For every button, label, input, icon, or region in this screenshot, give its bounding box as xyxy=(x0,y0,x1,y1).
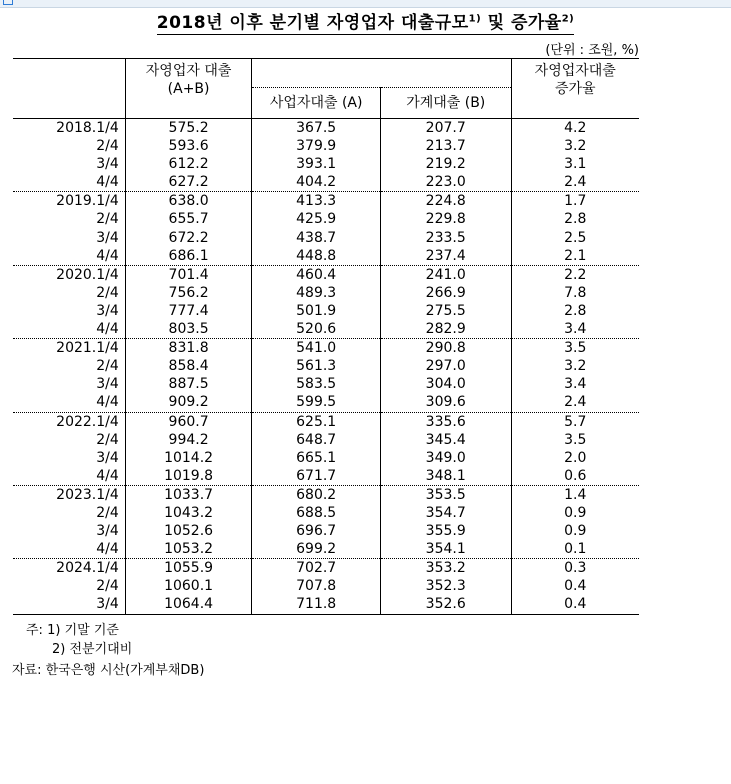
cell-household: 352.6 xyxy=(380,595,511,614)
cell-business: 541.0 xyxy=(252,339,381,358)
source-note: 자료: 한국은행 시산(가계부채DB) xyxy=(12,663,205,678)
table-row xyxy=(13,210,639,228)
cell-rate: 3.5 xyxy=(511,431,639,449)
cell-household: 282.9 xyxy=(380,320,511,339)
cell-household: 353.2 xyxy=(380,559,511,578)
cell-total: 1014.2 xyxy=(125,449,252,467)
cell-rate: 4.2 xyxy=(511,119,639,138)
table-row xyxy=(13,577,639,595)
cell-period: 2/4 xyxy=(96,138,119,155)
table-row xyxy=(13,485,639,504)
table-row xyxy=(13,595,639,614)
cell-business: 404.2 xyxy=(252,173,381,192)
cell-period: 3/4 xyxy=(96,156,119,173)
table-row xyxy=(13,155,639,173)
title-footnote-2: 2) xyxy=(561,13,575,25)
cell-rate: 2.2 xyxy=(511,265,639,284)
top-toolbar-strip xyxy=(0,0,731,8)
cell-business: 671.7 xyxy=(252,467,381,486)
cell-period: 2023.1/4 xyxy=(13,485,125,504)
cell-household: 241.0 xyxy=(380,265,511,284)
cell-household: 353.5 xyxy=(380,485,511,504)
table-row xyxy=(13,192,639,211)
cell-household: 233.5 xyxy=(380,229,511,247)
table-row xyxy=(13,173,639,192)
cell-period: 2/4 xyxy=(96,284,119,301)
footnote-label: 주: xyxy=(26,623,43,638)
cell-period: 2024.1/4 xyxy=(13,559,125,578)
cell-rate: 1.4 xyxy=(511,485,639,504)
header-total-line2: (A+B) xyxy=(167,81,210,97)
footnote-2: 2) 전분기대비 xyxy=(52,642,133,657)
header-total-line1: 자영업자 대출 xyxy=(145,63,232,79)
header-rate xyxy=(511,59,639,119)
cell-rate: 0.6 xyxy=(511,467,639,486)
cell-rate: 0.4 xyxy=(511,577,639,595)
cell-household: 275.5 xyxy=(380,302,511,320)
cell-rate: 1.7 xyxy=(511,192,639,211)
cell-total: 638.0 xyxy=(125,192,252,211)
cell-rate: 2.0 xyxy=(511,449,639,467)
cell-total: 612.2 xyxy=(125,155,252,173)
cell-household: 304.0 xyxy=(380,375,511,393)
cell-rate: 2.1 xyxy=(511,247,639,266)
table-row xyxy=(13,265,639,284)
table-row xyxy=(13,229,639,247)
cell-business: 438.7 xyxy=(252,229,381,247)
table-row xyxy=(13,137,639,155)
cell-household: 345.4 xyxy=(380,431,511,449)
table-row xyxy=(13,320,639,339)
cell-period: 4/4 xyxy=(96,541,119,558)
cell-household: 223.0 xyxy=(380,173,511,192)
cell-rate: 2.4 xyxy=(511,393,639,412)
cell-total: 1019.8 xyxy=(125,467,252,486)
table-row xyxy=(13,247,639,266)
cell-total: 756.2 xyxy=(125,284,252,302)
cell-business: 688.5 xyxy=(252,504,381,522)
table-row xyxy=(13,449,639,467)
header-rate-line1: 자영업자대출 xyxy=(534,63,616,79)
cell-period: 4/4 xyxy=(96,321,119,338)
cell-total: 831.8 xyxy=(125,339,252,358)
cell-total: 575.2 xyxy=(125,119,252,138)
cell-rate: 0.4 xyxy=(511,595,639,614)
cell-business: 583.5 xyxy=(252,375,381,393)
header-group-spacer xyxy=(252,59,381,88)
cell-total: 672.2 xyxy=(125,229,252,247)
cell-business: 425.9 xyxy=(252,210,381,228)
cell-period: 2/4 xyxy=(96,504,119,521)
cell-business: 413.3 xyxy=(252,192,381,211)
cell-household: 229.8 xyxy=(380,210,511,228)
cell-household: 219.2 xyxy=(380,155,511,173)
cell-period: 3/4 xyxy=(96,302,119,319)
table-row xyxy=(13,284,639,302)
cell-household: 213.7 xyxy=(380,137,511,155)
table-row xyxy=(13,393,639,412)
toolbar-edge-icon xyxy=(3,0,13,5)
header-household: 가계대출 (B) xyxy=(380,88,511,119)
cell-rate: 3.4 xyxy=(511,375,639,393)
table-row xyxy=(13,504,639,522)
cell-rate: 0.9 xyxy=(511,522,639,540)
cell-total: 1053.2 xyxy=(125,540,252,559)
cell-business: 501.9 xyxy=(252,302,381,320)
cell-business: 707.8 xyxy=(252,577,381,595)
cell-rate: 2.5 xyxy=(511,229,639,247)
cell-total: 627.2 xyxy=(125,173,252,192)
cell-rate: 5.7 xyxy=(511,412,639,431)
cell-business: 665.1 xyxy=(252,449,381,467)
cell-household: 297.0 xyxy=(380,357,511,375)
cell-total: 1060.1 xyxy=(125,577,252,595)
table-row xyxy=(13,375,639,393)
cell-household: 349.0 xyxy=(380,449,511,467)
table-row xyxy=(13,302,639,320)
cell-household: 335.6 xyxy=(380,412,511,431)
cell-rate: 7.8 xyxy=(511,284,639,302)
cell-business: 599.5 xyxy=(252,393,381,412)
cell-rate: 0.9 xyxy=(511,504,639,522)
cell-business: 648.7 xyxy=(252,431,381,449)
cell-period: 3/4 xyxy=(96,449,119,466)
cell-rate: 2.4 xyxy=(511,173,639,192)
table-body xyxy=(13,119,639,615)
cell-period: 3/4 xyxy=(96,523,119,540)
cell-total: 777.4 xyxy=(125,302,252,320)
cell-household: 224.8 xyxy=(380,192,511,211)
cell-total: 655.7 xyxy=(125,210,252,228)
cell-rate: 0.1 xyxy=(511,540,639,559)
cell-business: 561.3 xyxy=(252,357,381,375)
cell-business: 393.1 xyxy=(252,155,381,173)
cell-period: 3/4 xyxy=(13,595,125,614)
table-row xyxy=(13,431,639,449)
cell-rate: 2.8 xyxy=(511,302,639,320)
cell-business: 680.2 xyxy=(252,485,381,504)
table-row xyxy=(13,339,639,358)
cell-household: 290.8 xyxy=(380,339,511,358)
title-suffix: 및 증가율 xyxy=(481,13,562,33)
cell-period: 4/4 xyxy=(96,394,119,411)
table-row xyxy=(13,540,639,559)
cell-period: 2022.1/4 xyxy=(13,412,125,431)
cell-rate: 3.4 xyxy=(511,320,639,339)
table-row xyxy=(13,467,639,486)
title-main: 2018년 이후 분기별 자영업자 대출규모 xyxy=(156,13,469,33)
cell-period: 2/4 xyxy=(96,358,119,375)
cell-household: 309.6 xyxy=(380,393,511,412)
cell-period: 3/4 xyxy=(96,229,119,246)
header-business: 사업자대출 (A) xyxy=(252,88,381,119)
cell-rate: 2.8 xyxy=(511,210,639,228)
cell-rate: 3.2 xyxy=(511,357,639,375)
cell-period: 3/4 xyxy=(96,376,119,393)
cell-rate: 3.5 xyxy=(511,339,639,358)
cell-total: 994.2 xyxy=(125,431,252,449)
cell-period: 4/4 xyxy=(96,174,119,191)
header-total xyxy=(125,59,252,119)
table-row xyxy=(13,522,639,540)
header-period xyxy=(13,59,125,119)
cell-household: 237.4 xyxy=(380,247,511,266)
cell-business: 696.7 xyxy=(252,522,381,540)
cell-period: 2018.1/4 xyxy=(56,120,119,136)
cell-period: 2/4 xyxy=(96,211,119,228)
cell-period: 2020.1/4 xyxy=(13,265,125,284)
cell-total: 1052.6 xyxy=(125,522,252,540)
footnote-1-text: 1) 기말 기준 xyxy=(47,623,119,638)
cell-household: 207.7 xyxy=(380,119,511,138)
cell-household: 352.3 xyxy=(380,577,511,595)
cell-business: 448.8 xyxy=(252,247,381,266)
cell-business: 379.9 xyxy=(252,137,381,155)
title-footnote-1: 1) xyxy=(468,13,482,25)
table-row xyxy=(13,412,639,431)
table-row xyxy=(13,357,639,375)
loan-table xyxy=(13,58,639,615)
cell-period: 4/4 xyxy=(96,247,119,264)
cell-total: 686.1 xyxy=(125,247,252,266)
table-row xyxy=(13,559,639,578)
header-group-spacer-b xyxy=(380,59,511,88)
cell-total: 909.2 xyxy=(125,393,252,412)
cell-household: 354.1 xyxy=(380,540,511,559)
cell-total: 1064.4 xyxy=(125,595,252,614)
cell-household: 355.9 xyxy=(380,522,511,540)
cell-household: 266.9 xyxy=(380,284,511,302)
cell-business: 699.2 xyxy=(252,540,381,559)
cell-period: 2/4 xyxy=(96,578,119,595)
header-rate-line2: 증가율 xyxy=(554,81,596,97)
cell-period: 4/4 xyxy=(96,467,119,484)
cell-business: 489.3 xyxy=(252,284,381,302)
cell-rate: 0.3 xyxy=(511,559,639,578)
cell-total: 1033.7 xyxy=(125,485,252,504)
page-title xyxy=(0,8,731,33)
cell-business: 702.7 xyxy=(252,559,381,578)
cell-total: 960.7 xyxy=(125,412,252,431)
cell-household: 348.1 xyxy=(380,467,511,486)
cell-total: 701.4 xyxy=(125,265,252,284)
cell-business: 367.5 xyxy=(252,119,381,138)
cell-business: 711.8 xyxy=(252,595,381,614)
cell-total: 858.4 xyxy=(125,357,252,375)
cell-total: 1055.9 xyxy=(125,559,252,578)
cell-rate: 3.2 xyxy=(511,137,639,155)
cell-total: 887.5 xyxy=(125,375,252,393)
cell-total: 803.5 xyxy=(125,320,252,339)
cell-total: 593.6 xyxy=(125,137,252,155)
cell-total: 1043.2 xyxy=(125,504,252,522)
cell-business: 625.1 xyxy=(252,412,381,431)
cell-period: 2021.1/4 xyxy=(13,339,125,358)
cell-business: 520.6 xyxy=(252,320,381,339)
cell-period: 2/4 xyxy=(96,431,119,448)
unit-label: (단위 : 조원, %) xyxy=(545,43,639,58)
cell-household: 354.7 xyxy=(380,504,511,522)
cell-period: 2019.1/4 xyxy=(13,192,125,211)
cell-business: 460.4 xyxy=(252,265,381,284)
title-text xyxy=(157,13,575,35)
table-row xyxy=(13,119,639,138)
footnotes xyxy=(26,619,132,657)
cell-rate: 3.1 xyxy=(511,155,639,173)
footnote-1 xyxy=(26,619,132,638)
